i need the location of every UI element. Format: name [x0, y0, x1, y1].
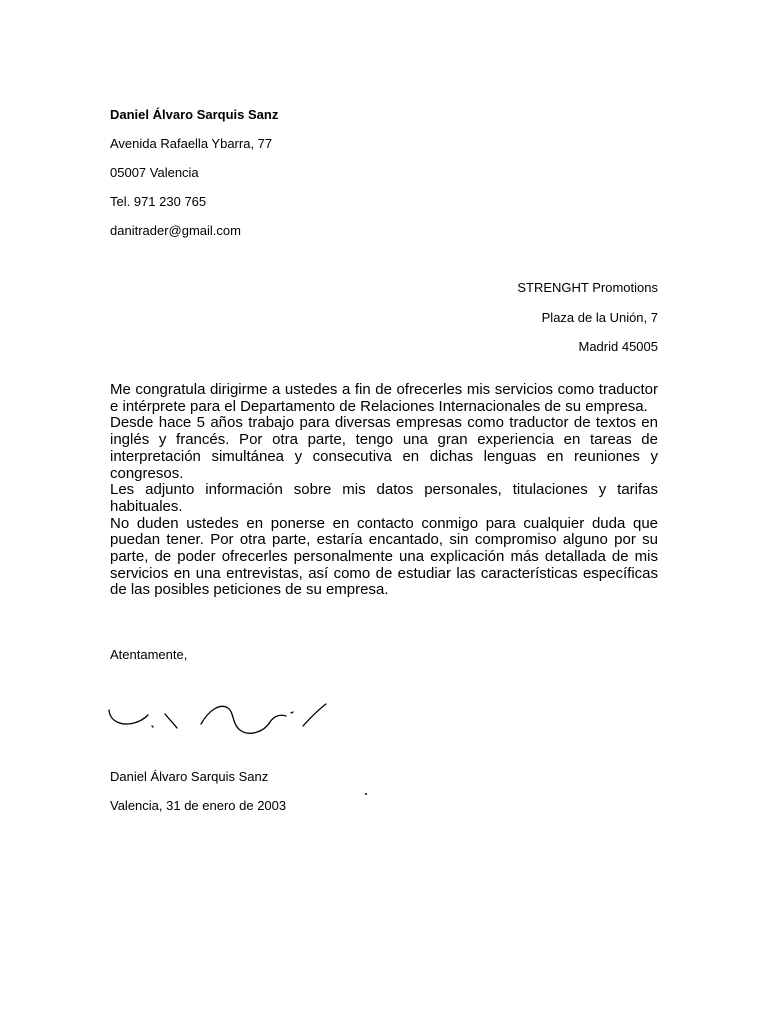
sender-address: Avenida Rafaella Ybarra, 77 [110, 136, 273, 151]
signed-name: Daniel Álvaro Sarquis Sanz [110, 769, 269, 784]
body-paragraph: Les adjunto información sobre mis datos personales, titulaciones y tarifas habituales. [110, 481, 658, 515]
recipient-block [517, 279, 658, 368]
sender-email: danitrader@gmail.com [110, 223, 241, 238]
sender-block [110, 106, 278, 251]
recipient-address: Plaza de la Unión, 7 [541, 309, 658, 325]
sender-phone: Tel. 971 230 765 [110, 194, 207, 209]
body-paragraph: No duden ustedes en ponerse en contacto conmigo para cualquier duda que puedan tener. Por otra parte, estaría encantado, sin compromiso alguno por su parte, de poder ofrecerles personalmente una explicación más detallada de mis servicios en una entrevistas, así como de estudiar las características específicas de las posibles peticiones de su empresa. [110, 514, 658, 599]
body-paragraph: Desde hace 5 años trabajo para diversas empresas como traductor de textos en inglés y francés. Por otra parte, tengo una gran experiencia en tareas de interpretación simultánea y consecutiva en dichas lenguas en reuniones y congresos. [110, 414, 658, 482]
recipient-company: STRENGHT Promotions [517, 280, 658, 295]
place-date: Valencia, 31 de enero de 2003 [110, 798, 287, 813]
closing: Atentamente, [110, 647, 188, 662]
recipient-city: Madrid 45005 [578, 339, 658, 354]
stray-dot [365, 793, 367, 795]
body-paragraph: Me congratula dirigirme a ustedes a fin de ofrecerles mis servicios como traductor e intérprete para el Departamento de Relaciones Internacionales de su empresa. [110, 381, 658, 415]
sender-name: Daniel Álvaro Sarquis Sanz [110, 107, 279, 122]
sender-city: 05007 Valencia [110, 165, 199, 180]
handwritten-signature [104, 696, 334, 746]
letter-body [110, 382, 658, 599]
